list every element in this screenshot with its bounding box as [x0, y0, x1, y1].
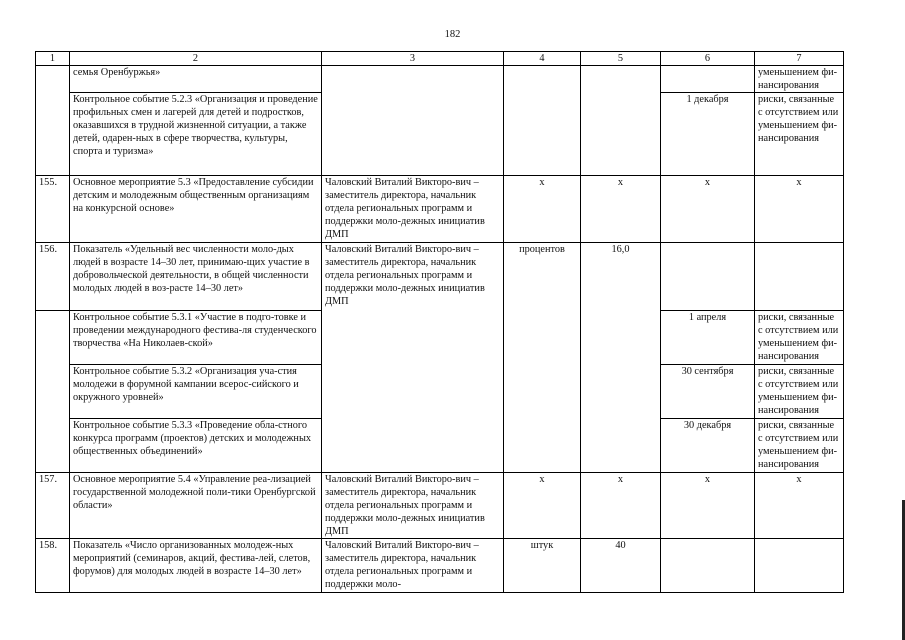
cell-number: 157.: [36, 472, 70, 538]
cell-description: Контрольное событие 5.3.3 «Проведение обла-стного конкурса программ (проектов) детских и молодежных общественных объединений»: [70, 418, 322, 472]
table-row: [36, 242, 844, 310]
cell-risk: риски, связанные с отсутствием или уменьшением фи-нансирования: [755, 364, 844, 418]
cell-responsible: [322, 66, 504, 176]
cell-unit: процентов: [504, 242, 581, 472]
column-header: 3: [322, 52, 504, 66]
column-header: 1: [36, 52, 70, 66]
column-header: 5: [581, 52, 661, 66]
cell-description: Контрольное событие 5.3.1 «Участие в подго-товке и проведении международного фестива-ля студенческого творчества «На Николаев-ской»: [70, 310, 322, 364]
cell-description: семья Оренбуржья»: [70, 66, 322, 93]
cell-date: 1 апреля: [661, 310, 755, 364]
document-table: [35, 51, 844, 593]
table-header-row: [36, 52, 844, 66]
cell-description: Основное мероприятие 5.3 «Предоставление субсидии детским и молодежным общественным организациям на конкурсной основе»: [70, 176, 322, 242]
cell-risk: [755, 538, 844, 592]
cell-responsible: Чаловский Виталий Викторо-вич – заместитель директора, начальник отдела региональных программ и поддержки моло-дежных инициатив ДМП: [322, 472, 504, 538]
cell-value: х: [581, 176, 661, 242]
cell-value: 40: [581, 538, 661, 592]
cell-unit: х: [504, 176, 581, 242]
cell-value: х: [581, 472, 661, 538]
cell-date: [661, 242, 755, 310]
cell-value: 16,0: [581, 242, 661, 472]
cell-description: Контрольное событие 5.2.3 «Организация и проведение профильных смен и лагерей для детей и подростков, оказавшихся в трудной жизненной ситуации, а также детей, одарен-ных в сфере творчества, культуры, спорта и туризма»: [70, 93, 322, 176]
cell-risk: риски, связанные с отсутствием или уменьшением фи-нансирования: [755, 93, 844, 176]
cell-unit: х: [504, 472, 581, 538]
cell-number: 155.: [36, 176, 70, 242]
cell-number: 156.: [36, 242, 70, 310]
cell-date: 30 декабря: [661, 418, 755, 472]
cell-risk: уменьшением фи- нансирования: [755, 66, 844, 93]
cell-date: х: [661, 472, 755, 538]
cell-description: Показатель «Удельный вес численности моло-дых людей в возрасте 14–30 лет, принимаю-щих участие в добровольческой деятельности, в общей численности молодых людей в воз-расте 14–30 лет»: [70, 242, 322, 310]
cell-number: 158.: [36, 538, 70, 592]
cell-responsible: Чаловский Виталий Викторо-вич – заместитель директора, начальник отдела региональных программ и поддержки моло-дежных инициатив ДМП: [322, 176, 504, 242]
page-number: 182: [444, 29, 461, 40]
cell-date: 1 декабря: [661, 93, 755, 176]
cell-description: Контрольное событие 5.3.2 «Организация уча-стия молодежи в форумной кампании всерос-сийского и окружного уровней»: [70, 364, 322, 418]
cell-risk: х: [755, 176, 844, 242]
cell-unit: штук: [504, 538, 581, 592]
cell-responsible: Чаловский Виталий Викторо-вич – заместитель директора, начальник отдела региональных программ и поддержки моло-дежных инициатив ДМП: [322, 242, 504, 472]
cell-value: [581, 66, 661, 176]
table-row: [36, 538, 844, 592]
cell-responsible: Чаловский Виталий Викторо-вич – заместитель директора, начальник отдела региональных программ и поддержки моло-: [322, 538, 504, 592]
cell-number: [36, 66, 70, 176]
cell-date: [661, 538, 755, 592]
table-row: [36, 66, 844, 93]
cell-date: 30 сентября: [661, 364, 755, 418]
table-row: [36, 176, 844, 242]
table-row: [36, 472, 844, 538]
column-header: 2: [70, 52, 322, 66]
cell-unit: [504, 66, 581, 176]
cell-number: [36, 310, 70, 472]
column-header: 4: [504, 52, 581, 66]
cell-risk: х: [755, 472, 844, 538]
cell-description: Показатель «Число организованных молодеж-ных мероприятий (семинаров, акций, фестива-лей, слетов, форумов) для молодых людей в возрасте 14–30 лет»: [70, 538, 322, 592]
cell-risk: риски, связанные с отсутствием или уменьшением фи-нансирования: [755, 418, 844, 472]
column-header: 6: [661, 52, 755, 66]
cell-risk: [755, 242, 844, 310]
column-header: 7: [755, 52, 844, 66]
cell-description: Основное мероприятие 5.4 «Управление реа-лизацией государственной молодежной поли-тики Оренбургской области»: [70, 472, 322, 538]
cell-risk: риски, связанные с отсутствием или уменьшением фи-нансирования: [755, 310, 844, 364]
cell-date: х: [661, 176, 755, 242]
cell-date: [661, 66, 755, 93]
